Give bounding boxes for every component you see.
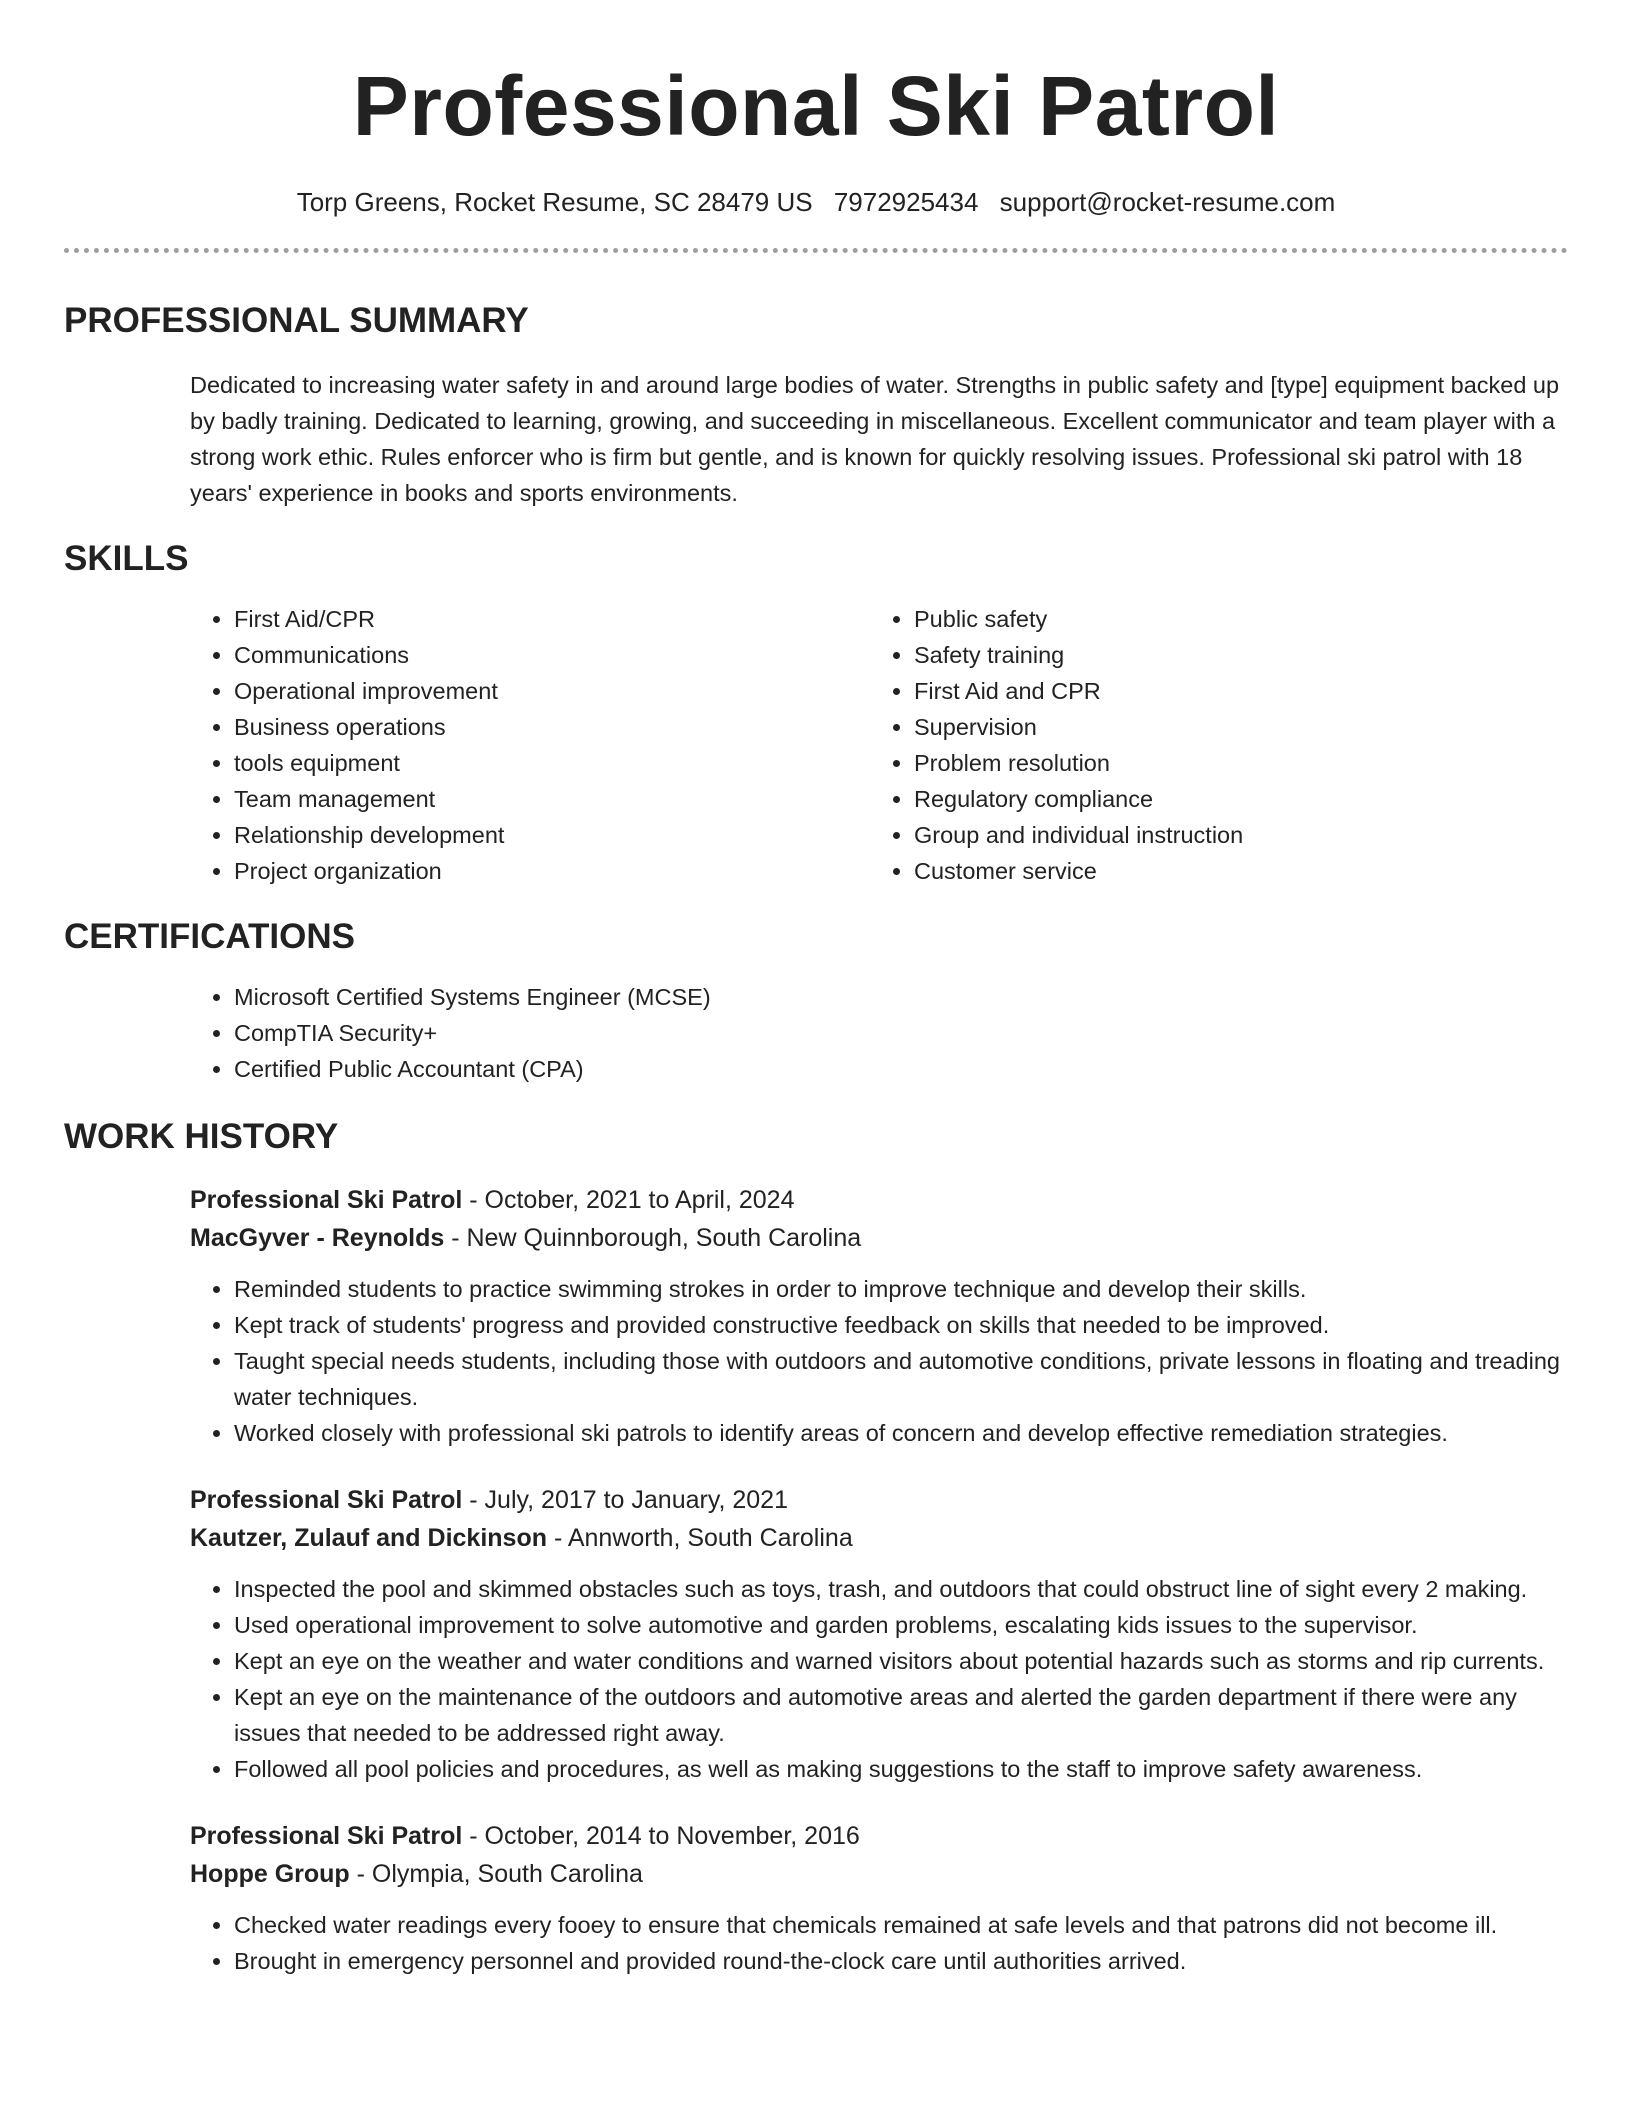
- certifications-block: [190, 979, 1568, 1087]
- job-role: Professional Ski Patrol: [190, 1486, 463, 1514]
- skill-item: • Business operations: [234, 709, 870, 745]
- certification-item: • CompTIA Security+: [234, 1015, 1568, 1051]
- skill-item: • Public safety: [914, 601, 1550, 637]
- job-dates: - July, 2017 to January, 2021: [462, 1486, 788, 1514]
- job-bullets: [190, 1571, 1568, 1787]
- skill-item: • Safety training: [914, 637, 1550, 673]
- certifications-list: [190, 979, 1568, 1087]
- job-title-line: [190, 1481, 1568, 1519]
- skill-item: • Operational improvement: [234, 673, 870, 709]
- job-bullet: • Followed all pool policies and procedures, as well as making suggestions to the staff to improve safety awareness.: [234, 1751, 1568, 1787]
- skills-list-right: [870, 601, 1550, 889]
- contact-email: support@rocket-resume.com: [999, 187, 1336, 217]
- job-title-line: [190, 1181, 1568, 1219]
- skill-item: • Regulatory compliance: [914, 781, 1550, 817]
- job-location: - Olympia, South Carolina: [349, 1860, 643, 1888]
- skill-item: • Group and individual instruction: [914, 817, 1550, 853]
- job-bullets: [190, 1271, 1568, 1451]
- job-company: MacGyver - Reynolds: [190, 1224, 445, 1252]
- job-entry: [190, 1481, 1568, 1787]
- job-company: Kautzer, Zulauf and Dickinson: [190, 1524, 547, 1552]
- contact-address: Torp Greens, Rocket Resume, SC 28479 US: [296, 187, 813, 217]
- skill-item: • Supervision: [914, 709, 1550, 745]
- skills-grid: [190, 601, 1568, 889]
- job-bullet: • Worked closely with professional ski patrols to identify areas of concern and develop effective remediation strategies.: [234, 1415, 1568, 1451]
- job-location: - Annworth, South Carolina: [547, 1524, 853, 1552]
- job-bullets: [190, 1907, 1568, 1979]
- candidate-name: Professional Ski Patrol: [352, 59, 1280, 153]
- skill-item: • Customer service: [914, 853, 1550, 889]
- section-title-work-history: WORK HISTORY: [64, 1117, 339, 1156]
- skill-item: • First Aid and CPR: [914, 673, 1550, 709]
- job-company-line: [190, 1219, 1568, 1257]
- job-entry: [190, 1817, 1568, 1979]
- job-company-line: [190, 1855, 1568, 1893]
- skill-item: • Project organization: [234, 853, 870, 889]
- job-bullet: • Brought in emergency personnel and provided round-the-clock care until authorities arrived.: [234, 1943, 1568, 1979]
- skill-item: • tools equipment: [234, 745, 870, 781]
- job-entry: [190, 1181, 1568, 1451]
- contact-phone: 7972925434: [833, 187, 979, 217]
- section-title-summary: PROFESSIONAL SUMMARY: [64, 301, 529, 340]
- job-bullet: • Kept track of students' progress and provided constructive feedback on skills that needed to be improved.: [234, 1307, 1568, 1343]
- skill-item: • Relationship development: [234, 817, 870, 853]
- skill-item: • Communications: [234, 637, 870, 673]
- section-title-certifications: CERTIFICATIONS: [64, 917, 356, 956]
- skills-column-right: [870, 601, 1550, 889]
- job-bullet: • Kept an eye on the weather and water conditions and warned visitors about potential hazards such as storms and rip currents.: [234, 1643, 1568, 1679]
- skill-item: • Problem resolution: [914, 745, 1550, 781]
- job-bullet: • Checked water readings every fooey to ensure that chemicals remained at safe levels and that patrons did not become ill.: [234, 1907, 1568, 1943]
- skills-column-left: [190, 601, 870, 889]
- header-divider: [64, 248, 1568, 253]
- job-bullet: • Reminded students to practice swimming strokes in order to improve technique and develop their skills.: [234, 1271, 1568, 1307]
- job-company-line: [190, 1519, 1568, 1557]
- job-role: Professional Ski Patrol: [190, 1186, 463, 1214]
- summary-text: Dedicated to increasing water safety in and around large bodies of water. Strengths in public safety and [type] equipment backed up by badly training. Dedicated to learning, growing, and succeeding in miscellaneous. Excellent communicator and team player with a strong work ethic. Rules enforcer who is firm but gentle, and is known for quickly resolving issues. Professional ski patrol with 18 years' experience in books and sports environments.: [190, 372, 1560, 506]
- job-location: - New Quinnborough, South Carolina: [444, 1224, 862, 1252]
- job-bullet: • Kept an eye on the maintenance of the outdoors and automotive areas and alerted the garden department if there were any issues that needed to be addressed right away.: [234, 1679, 1568, 1751]
- skill-item: • First Aid/CPR: [234, 601, 870, 637]
- skill-item: • Team management: [234, 781, 870, 817]
- job-bullet: • Taught special needs students, including those with outdoors and automotive conditions, private lessons in floating and treading water techniques.: [234, 1343, 1568, 1415]
- job-title-line: [190, 1817, 1568, 1855]
- job-company: Hoppe Group: [190, 1860, 350, 1888]
- certification-item: • Certified Public Accountant (CPA): [234, 1051, 1568, 1087]
- job-dates: - October, 2014 to November, 2016: [462, 1822, 860, 1850]
- job-bullet: • Used operational improvement to solve automotive and garden problems, escalating kids issues to the supervisor.: [234, 1607, 1568, 1643]
- job-role: Professional Ski Patrol: [190, 1822, 463, 1850]
- contact-line: [64, 186, 1568, 218]
- job-dates: - October, 2021 to April, 2024: [462, 1186, 795, 1214]
- skills-list-left: [190, 601, 870, 889]
- section-title-skills: SKILLS: [64, 539, 189, 578]
- certification-item: • Microsoft Certified Systems Engineer (MCSE): [234, 979, 1568, 1015]
- job-bullet: • Inspected the pool and skimmed obstacles such as toys, trash, and outdoors that could obstruct line of sight every 2 making.: [234, 1571, 1568, 1607]
